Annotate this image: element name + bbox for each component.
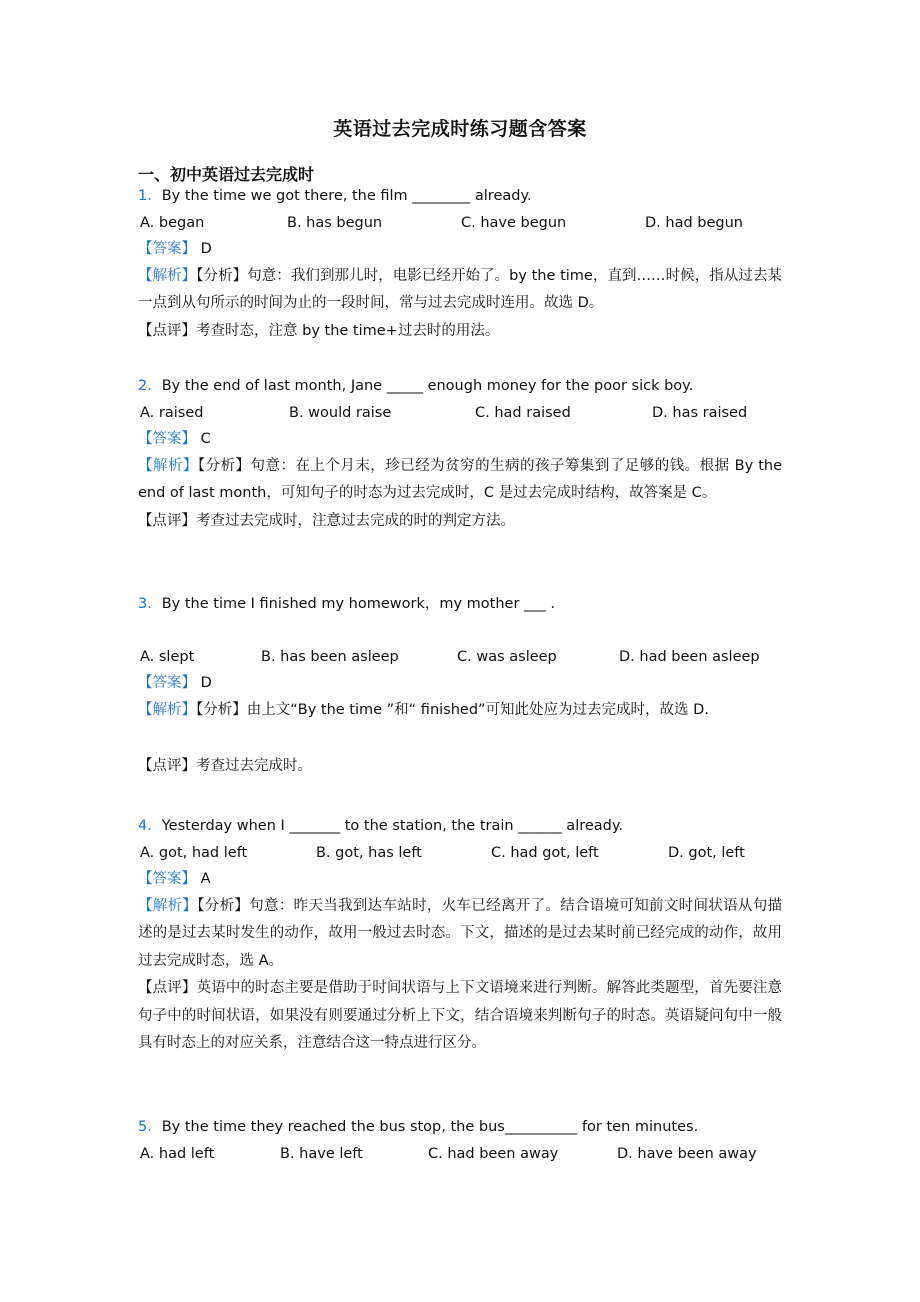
option-d: D. had been asleep <box>619 648 760 665</box>
comment-text: 考查时态，注意 by the time+过去时的用法。 <box>196 322 500 339</box>
comment-paragraph <box>138 753 782 780</box>
options-row <box>138 400 782 427</box>
analysis-paragraph <box>138 893 782 976</box>
option-b: B. would raise <box>289 404 392 421</box>
option-c: C. had raised <box>475 404 571 421</box>
question-number: 5． <box>138 1119 162 1135</box>
question-text: Yesterday when I _______ to the station, the train ______ already. <box>161 818 624 834</box>
option-c: C. had been away <box>428 1145 559 1162</box>
option-b: B. got, has left <box>316 844 422 861</box>
comment-text: 考查过去完成时。 <box>196 758 312 774</box>
question-text: By the end of last month, Jane _____ enough money for the poor sick boy. <box>161 378 694 394</box>
analysis-text: 句意：在上个月末，珍已经为贫穷的生病的孩子筹集到了足够的钱。根据 By the end of last month，可知句子的时态为过去完成时，C 是过去完成时结构，故答案是 C。 <box>138 457 783 501</box>
options-row <box>138 1141 782 1168</box>
question-number: 2． <box>138 378 162 394</box>
analysis-label: 【解析】 <box>138 897 198 914</box>
question-number: 1． <box>138 188 162 204</box>
analysis-text: 句意：昨天当我到达车站时，火车已经离开了。结合语境可知前文时间状语从句描述的是过去某时发生的动作，故用一般过去时态。下文，描述的是过去某时前已经完成的动作，故用过去完成时态，选 A。 <box>138 897 783 969</box>
options-row <box>138 210 782 237</box>
answer-line <box>138 426 782 453</box>
option-d: D. has raised <box>652 404 748 421</box>
question-1 <box>138 183 782 345</box>
analysis-text: 句意：我们到那儿时，电影已经开始了。by the time，直到……时候，指从过去某一点到从句所示的时间为止的一段时间，常与过去完成时连用。故选 D。 <box>138 267 782 311</box>
analysis-label: 【解析】 <box>138 457 198 474</box>
comment-text: 考查过去完成时，注意过去完成的时的判定方法。 <box>196 512 515 529</box>
option-b: B. have left <box>280 1145 363 1162</box>
question-5 <box>138 1114 782 1167</box>
answer-line <box>138 866 782 893</box>
option-a: A. had left <box>140 1145 215 1162</box>
comment-paragraph <box>138 318 782 346</box>
option-a: A. raised <box>140 404 204 421</box>
answer-label: 【答案】 <box>138 431 196 447</box>
question-stem <box>138 813 782 840</box>
comment-text: 英语中的时态主要是借助于时间状语与上下文语境来进行判断。解答此类题型，首先要注意句子中的时间状语，如果没有则要通过分析上下文，结合语境来判断句子的时态。英语疑问句中一般具有时态上的对应关系，注意结合这一特点进行区分。 <box>138 980 783 1051</box>
analysis-paragraph <box>138 453 782 508</box>
comment-paragraph <box>138 508 782 536</box>
answer-label: 【答案】 <box>138 871 196 887</box>
comment-label: 【点评】 <box>138 758 196 774</box>
option-d: D. have been away <box>617 1145 757 1162</box>
option-d: D. had begun <box>645 214 743 231</box>
fenxi-label: 【分析】 <box>197 457 251 474</box>
question-3 <box>138 591 782 780</box>
answer-label: 【答案】 <box>138 675 196 691</box>
fenxi-label: 【分析】 <box>196 701 247 718</box>
option-b: B. has been asleep <box>261 648 399 665</box>
option-b: B. has begun <box>287 214 383 231</box>
analysis-paragraph <box>138 697 782 724</box>
analysis-label: 【解析】 <box>138 267 197 284</box>
question-number: 4． <box>138 818 162 834</box>
options-row <box>138 840 782 867</box>
option-c: C. was asleep <box>457 648 557 665</box>
fenxi-label: 【分析】 <box>196 267 248 284</box>
comment-label: 【点评】 <box>138 512 196 529</box>
comment-label: 【点评】 <box>138 980 197 996</box>
question-text: By the time I finished my homework，my mother ___ . <box>161 596 556 612</box>
question-stem <box>138 591 782 618</box>
question-4 <box>138 813 782 1058</box>
answer-value: D <box>200 241 212 257</box>
options-row <box>138 644 782 671</box>
analysis-paragraph <box>138 263 782 318</box>
question-2 <box>138 373 782 535</box>
option-a: A. got, had left <box>140 844 248 861</box>
answer-line <box>138 236 782 263</box>
answer-value: D <box>200 675 212 691</box>
comment-paragraph <box>138 975 782 1058</box>
option-c: C. have begun <box>461 214 567 231</box>
option-c: C. had got, left <box>491 844 599 861</box>
question-stem <box>138 373 782 400</box>
fenxi-label: 【分析】 <box>197 897 250 914</box>
question-number: 3． <box>138 596 162 612</box>
option-a: A. began <box>140 214 205 231</box>
answer-line <box>138 670 782 697</box>
analysis-label: 【解析】 <box>138 701 196 718</box>
option-a: A. slept <box>140 648 195 665</box>
comment-label: 【点评】 <box>138 322 196 339</box>
page-title: 英语过去完成时练习题含答案 <box>333 118 587 140</box>
question-stem <box>138 1114 782 1141</box>
question-stem <box>138 183 782 210</box>
question-text: By the time they reached the bus stop, the bus__________ for ten minutes. <box>161 1119 699 1135</box>
option-d: D. got, left <box>668 844 745 861</box>
analysis-text: 由上文“By the time ”和“ finished”可知此处应为过去完成时，故选 D. <box>246 701 709 718</box>
section-heading: 一、初中英语过去完成时 <box>138 165 315 184</box>
answer-value: C <box>200 431 211 447</box>
answer-label: 【答案】 <box>138 241 196 257</box>
question-text: By the time we got there, the film ________ already. <box>161 188 532 204</box>
answer-value: A <box>200 871 211 887</box>
